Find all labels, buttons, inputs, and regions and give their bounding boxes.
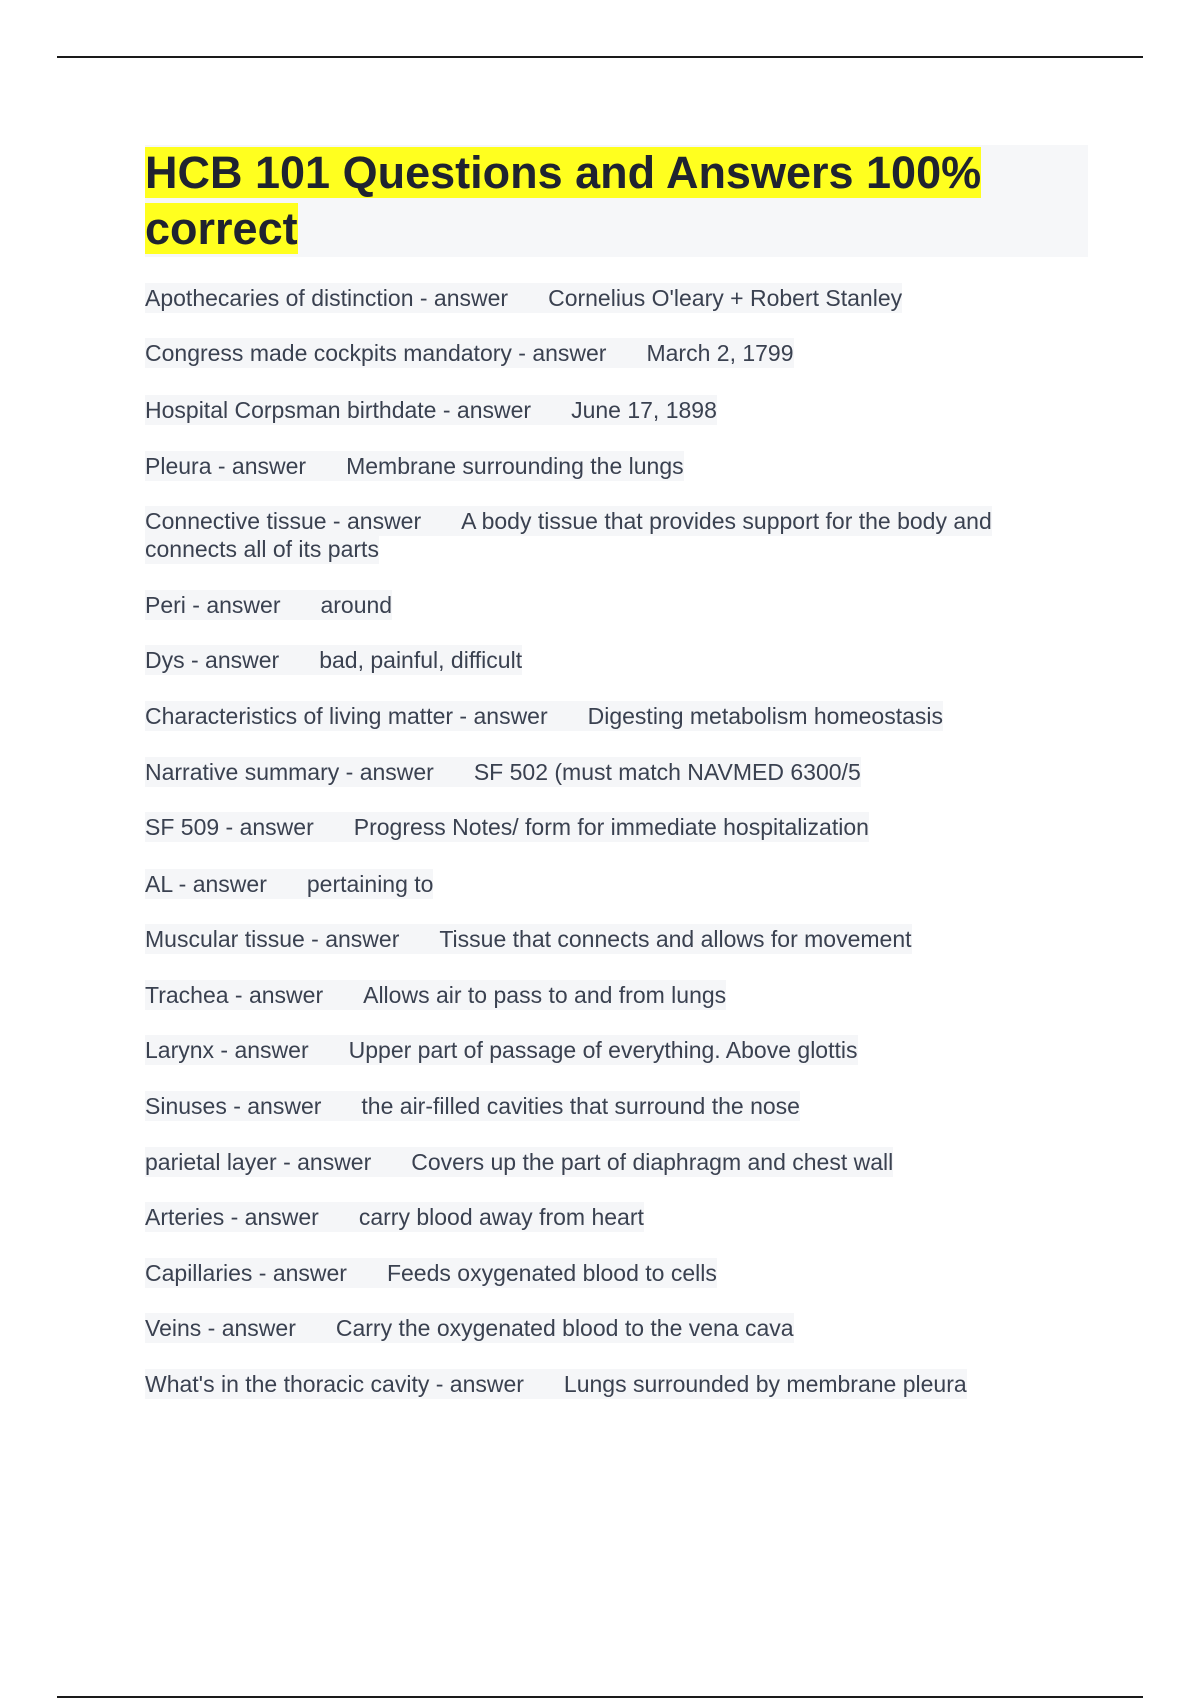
qa-band bbox=[145, 1202, 644, 1232]
title-line-2: correct bbox=[145, 203, 298, 254]
qa-answer: Digesting metabolism homeostasis bbox=[587, 703, 944, 729]
qa-band bbox=[145, 980, 726, 1010]
qa-item bbox=[145, 1314, 794, 1342]
qa-item bbox=[145, 870, 433, 898]
qa-answer: Tissue that connects and allows for movement bbox=[439, 926, 912, 952]
qa-question: What's in the thoracic cavity - answer bbox=[145, 1371, 524, 1397]
qa-band bbox=[145, 1313, 794, 1343]
qa-band bbox=[145, 1035, 858, 1065]
qa-question: Narrative summary - answer bbox=[145, 759, 434, 785]
qa-band bbox=[145, 283, 902, 313]
qa-band bbox=[145, 1258, 717, 1288]
qa-band bbox=[145, 451, 684, 481]
qa-band bbox=[145, 757, 861, 787]
qa-question: Trachea - answer bbox=[145, 982, 324, 1008]
qa-item bbox=[145, 702, 943, 730]
qa-item bbox=[145, 1203, 644, 1231]
qa-answer: March 2, 1799 bbox=[646, 340, 794, 366]
qa-item bbox=[145, 813, 869, 841]
qa-question: Apothecaries of distinction - answer bbox=[145, 285, 509, 311]
qa-question: SF 509 - answer bbox=[145, 814, 314, 840]
qa-question: Larynx - answer bbox=[145, 1037, 309, 1063]
qa-band bbox=[145, 506, 992, 564]
qa-item bbox=[145, 925, 912, 953]
qa-answer: A body tissue that provides support for the body and connects all of its parts bbox=[145, 508, 992, 562]
qa-question: Congress made cockpits mandatory - answer bbox=[145, 340, 607, 366]
qa-answer: Feeds oxygenated blood to cells bbox=[386, 1260, 717, 1286]
qa-answer: the air-filled cavities that surround the nose bbox=[361, 1093, 800, 1119]
qa-answer: Membrane surrounding the lungs bbox=[346, 453, 684, 479]
qa-question: Dys - answer bbox=[145, 647, 280, 673]
qa-item bbox=[145, 646, 522, 674]
qa-question: Muscular tissue - answer bbox=[145, 926, 400, 952]
qa-item bbox=[145, 1092, 800, 1120]
qa-band bbox=[145, 701, 943, 731]
qa-answer: bad, painful, difficult bbox=[319, 647, 523, 673]
qa-item bbox=[145, 1259, 717, 1287]
qa-answer: SF 502 (must match NAVMED 6300/5 bbox=[473, 759, 861, 785]
title-highlight bbox=[145, 147, 981, 254]
title-block bbox=[145, 145, 1088, 257]
qa-question: AL - answer bbox=[145, 871, 267, 897]
qa-item bbox=[145, 1036, 858, 1064]
qa-question: Arteries - answer bbox=[145, 1204, 319, 1230]
qa-answer: Covers up the part of diaphragm and chest wall bbox=[411, 1149, 894, 1175]
qa-question: Capillaries - answer bbox=[145, 1260, 347, 1286]
qa-answer: Carry the oxygenated blood to the vena cava bbox=[335, 1315, 794, 1341]
qa-answer: Allows air to pass to and from lungs bbox=[363, 982, 727, 1008]
qa-answer: carry blood away from heart bbox=[358, 1204, 644, 1230]
qa-item bbox=[145, 758, 861, 786]
qa-band bbox=[145, 869, 433, 899]
qa-band bbox=[145, 1147, 893, 1177]
qa-question: Connective tissue - answer bbox=[145, 508, 422, 534]
qa-item bbox=[145, 1148, 893, 1176]
qa-question: parietal layer - answer bbox=[145, 1149, 372, 1175]
qa-item bbox=[145, 339, 794, 367]
qa-band bbox=[145, 645, 522, 675]
qa-band bbox=[145, 590, 392, 620]
qa-question: Sinuses - answer bbox=[145, 1093, 322, 1119]
header-rule bbox=[57, 56, 1143, 58]
qa-band bbox=[145, 395, 717, 425]
qa-item bbox=[145, 1370, 967, 1398]
qa-question: Peri - answer bbox=[145, 592, 281, 618]
qa-item bbox=[145, 452, 684, 480]
qa-question: Characteristics of living matter - answer bbox=[145, 703, 548, 729]
qa-answer: Upper part of passage of everything. Above glottis bbox=[348, 1037, 858, 1063]
qa-band bbox=[145, 1369, 967, 1399]
qa-answer: pertaining to bbox=[306, 871, 434, 897]
qa-answer: June 17, 1898 bbox=[571, 397, 717, 423]
document-title bbox=[145, 145, 1088, 257]
qa-item bbox=[145, 591, 392, 619]
qa-question: Veins - answer bbox=[145, 1315, 296, 1341]
qa-answer: Cornelius O'leary + Robert Stanley bbox=[548, 285, 903, 311]
qa-question: Hospital Corpsman birthdate - answer bbox=[145, 397, 532, 423]
qa-answer: Progress Notes/ form for immediate hospitalization bbox=[353, 814, 869, 840]
qa-answer: around bbox=[320, 592, 393, 618]
qa-item bbox=[145, 981, 726, 1009]
qa-band bbox=[145, 338, 794, 368]
footer-rule bbox=[57, 1696, 1143, 1698]
qa-question: Pleura - answer bbox=[145, 453, 307, 479]
qa-item bbox=[145, 284, 902, 312]
qa-band bbox=[145, 812, 869, 842]
qa-answer: Lungs surrounded by membrane pleura bbox=[563, 1371, 967, 1397]
qa-band bbox=[145, 924, 912, 954]
qa-item bbox=[145, 396, 717, 424]
qa-band bbox=[145, 1091, 800, 1121]
qa-item bbox=[145, 507, 1065, 563]
title-line-1: HCB 101 Questions and Answers 100% bbox=[145, 147, 982, 198]
